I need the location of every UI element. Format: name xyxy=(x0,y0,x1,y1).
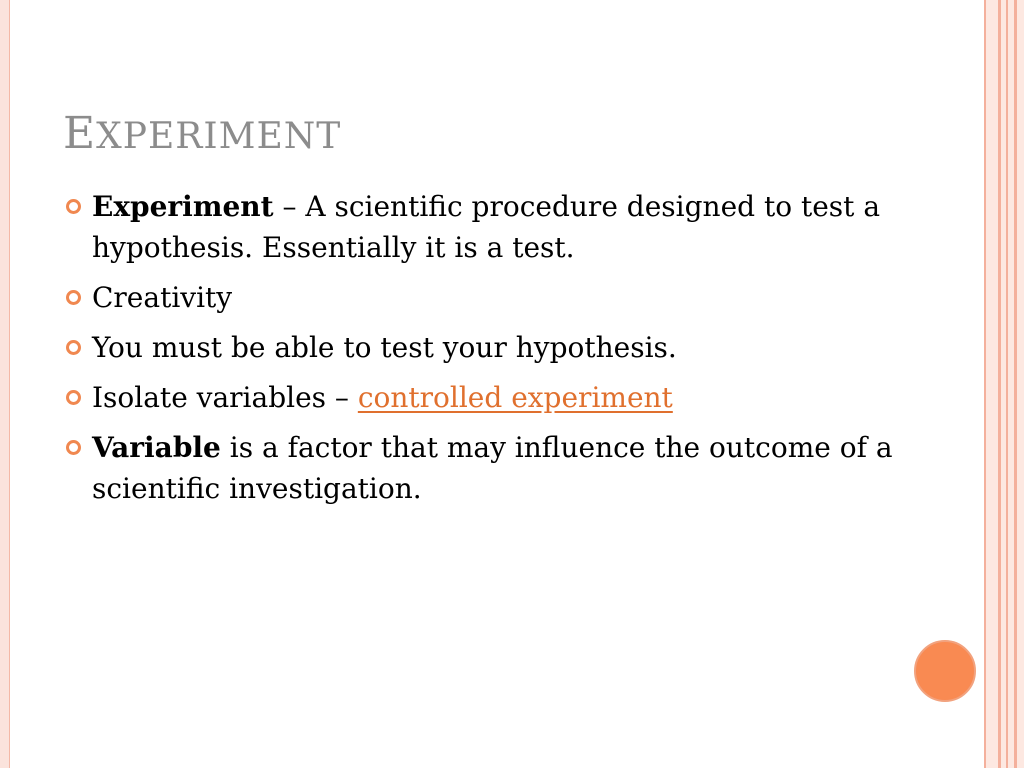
controlled-experiment-link[interactable]: controlled experiment xyxy=(357,381,673,414)
bullet-circle-icon xyxy=(66,440,81,455)
bullet-isolate-variables xyxy=(60,377,910,418)
bullet-test-hypothesis xyxy=(60,327,910,368)
bullet-circle-icon xyxy=(66,199,81,214)
bullet-circle-icon xyxy=(66,340,81,355)
slide-title-initial: E xyxy=(63,108,97,159)
slide-title xyxy=(63,108,341,159)
border-stripe xyxy=(998,0,1001,768)
border-stripe xyxy=(984,0,986,768)
bullet-text: – A scientific procedure designed to test a hypothesis. Essentially it is a test. xyxy=(92,190,881,264)
bullet-text: You must be able to test your hypothesis. xyxy=(92,331,677,364)
bullet-variable xyxy=(60,427,910,509)
bullet-term: Experiment xyxy=(92,190,274,223)
bullet-circle-icon xyxy=(66,390,81,405)
bullet-text: is a factor that may influence the outcome of a scientific investigation. xyxy=(92,431,893,505)
bullet-text: Isolate variables – xyxy=(92,381,358,414)
bullet-list xyxy=(60,186,910,518)
left-border-decoration xyxy=(0,0,10,768)
bullet-creativity xyxy=(60,277,910,318)
right-border-decoration xyxy=(984,0,1024,768)
decorative-orange-circle xyxy=(914,640,976,702)
bullet-text: Creativity xyxy=(92,281,233,314)
slide-title-rest: XPERIMENT xyxy=(96,116,342,157)
bullet-circle-icon xyxy=(66,290,81,305)
bullet-term: Variable xyxy=(92,431,221,464)
border-stripe xyxy=(1014,0,1017,768)
bullet-experiment xyxy=(60,186,910,268)
border-stripe xyxy=(1006,0,1008,768)
